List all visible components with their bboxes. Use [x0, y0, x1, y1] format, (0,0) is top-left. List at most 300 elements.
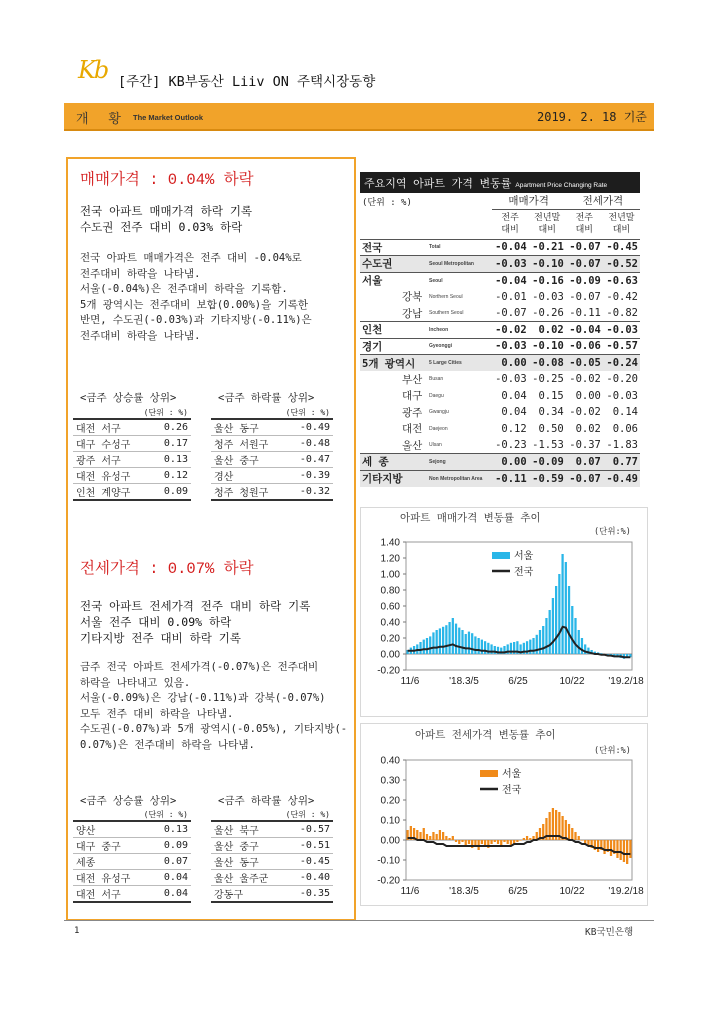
region-name-en: Seoul Metropolitan	[427, 256, 492, 273]
banner-underline	[64, 129, 654, 131]
region-value: 0.00	[575, 389, 601, 402]
table-cell: 울산 북구	[211, 821, 287, 838]
y-tick-label: 0.20	[380, 795, 400, 807]
region-row	[360, 256, 640, 273]
region-table-title-en: Apartment Price Changing Rate	[515, 182, 608, 189]
region-value: -0.03	[495, 373, 527, 386]
bar-mark	[423, 640, 425, 654]
sale-down-title: <금주 하락률 상위>	[218, 392, 315, 404]
region-table-body	[360, 239, 640, 487]
table-cell: -0.49	[287, 419, 333, 436]
jeonse-body-line: 0.07%)은 전주대비 하락을 나타냄.	[80, 738, 255, 751]
sale-body	[80, 251, 312, 344]
table-cell: 0.12	[152, 468, 191, 484]
x-tick-label: 6/25	[508, 676, 528, 687]
region-value: -0.07	[566, 256, 603, 273]
footer-bank-name: KB국민은행	[585, 927, 634, 938]
bar-mark	[426, 638, 428, 654]
jeonse-down-title: <금주 하락률 상위>	[218, 795, 315, 807]
bar-mark	[481, 640, 483, 654]
unit-label: (단위 : %)	[211, 808, 333, 821]
region-value: -0.49	[603, 470, 640, 487]
y-tick-label: 0.00	[380, 649, 400, 661]
y-tick-label: 1.20	[380, 553, 400, 565]
sale-highlights	[80, 203, 252, 235]
region-name: 전국	[360, 239, 427, 256]
region-value: -0.02	[492, 322, 529, 339]
chart2-unit: (단위:%)	[594, 746, 631, 756]
panel-divider	[354, 157, 356, 921]
region-value: 0.50	[538, 422, 564, 435]
table-cell: 0.09	[152, 838, 191, 854]
region-row	[360, 338, 640, 355]
sale-body-line: 전국 아파트 매매가격은 전주 대비 -0.04%로	[80, 252, 302, 264]
table-cell: 0.13	[152, 452, 191, 468]
bar-mark	[497, 840, 499, 844]
bar-mark	[574, 618, 576, 654]
x-tick-label: '18.3/5	[449, 676, 479, 687]
bar-mark	[623, 840, 625, 862]
table-cell: -0.39	[287, 468, 333, 484]
region-name: 인천	[360, 322, 427, 339]
region-row	[360, 421, 640, 438]
bar-mark	[426, 834, 428, 840]
jeonse-up-title: <금주 상승률 상위>	[80, 795, 177, 807]
sale-body-line: 5개 광역시는 전주대비 보합(0.00%)을 기록한	[80, 298, 309, 311]
bar-mark	[558, 574, 560, 654]
region-value: 0.06	[612, 422, 638, 435]
region-name: 경기	[360, 338, 427, 355]
region-name: 광주	[402, 406, 423, 419]
region-value: -0.03	[492, 256, 529, 273]
bar-mark	[597, 840, 599, 852]
region-name-en: Seoul	[427, 272, 492, 289]
legend-label: 서울	[514, 551, 534, 562]
legend-swatch-bar	[492, 552, 510, 559]
bar-mark	[432, 832, 434, 840]
region-value: -0.02	[569, 406, 601, 419]
region-row	[360, 437, 640, 454]
bar-mark	[542, 626, 544, 654]
y-tick-label: 0.00	[380, 835, 400, 847]
y-tick-label: 0.10	[380, 815, 400, 827]
table-cell: 청주 청원구	[211, 484, 287, 501]
y-tick-label: -0.20	[377, 875, 400, 887]
bar-mark	[419, 832, 421, 840]
region-value: -0.04	[492, 272, 529, 289]
region-value: -0.02	[569, 373, 601, 386]
bar-mark	[439, 628, 441, 654]
region-name-en: Gwangju	[428, 409, 449, 416]
bar-mark	[439, 830, 441, 840]
unit-label: (단위 : %)	[73, 406, 191, 419]
region-value: -0.82	[606, 307, 638, 319]
table-cell: 경산	[211, 468, 287, 484]
region-value: -1.53	[532, 439, 564, 451]
unit-label: (단위 : %)	[73, 808, 191, 821]
bar-mark	[442, 832, 444, 840]
bar-mark	[568, 824, 570, 840]
region-row	[360, 388, 640, 405]
region-value: -0.04	[566, 322, 603, 339]
region-value: 0.12	[501, 422, 527, 435]
bar-mark	[419, 642, 421, 654]
legend-label: 전국	[502, 785, 522, 796]
sale-highlight-2: 수도권 전주 대비 0.03% 하락	[80, 220, 243, 234]
table-cell: 대구 중구	[73, 838, 152, 854]
region-value: -0.16	[529, 272, 566, 289]
sale-highlight-1: 전국 아파트 매매가격 하락 기록	[80, 204, 253, 218]
table-cell: 대전 유성구	[73, 870, 152, 886]
table-cell: -0.51	[287, 838, 333, 854]
bar-mark	[610, 840, 612, 856]
region-name-en: Incheon	[427, 322, 492, 339]
table-cell: 대구 수성구	[73, 436, 152, 452]
sale-up-table	[73, 406, 191, 501]
bar-mark	[578, 836, 580, 840]
region-name: 세 종	[360, 454, 427, 471]
region-value: -0.10	[529, 338, 566, 355]
table-cell: 강동구	[211, 886, 287, 903]
region-value: -1.83	[606, 439, 638, 451]
region-name-en: Daejeon	[428, 425, 448, 432]
sale-body-line: 전주대비 하락을 나타냄.	[80, 267, 201, 280]
region-name: 강북	[402, 291, 423, 304]
table-cell: 0.04	[152, 886, 191, 903]
bar-mark	[603, 840, 605, 854]
region-row	[360, 371, 640, 388]
y-tick-label: 0.30	[380, 775, 400, 787]
table-cell: 0.17	[152, 436, 191, 452]
chart1-unit: (단위:%)	[594, 527, 631, 537]
table-cell: 청주 서원구	[211, 436, 287, 452]
col-prev-week: 전주 대비	[501, 213, 519, 235]
region-value: -0.03	[603, 322, 640, 339]
region-name-en: Busan	[428, 376, 444, 383]
bar-mark	[616, 840, 618, 858]
chart1-title: 아파트 매매가격 변동률 추이	[400, 512, 541, 524]
sale-body-line: 반면, 수도권(-0.03%)과 기타지방(-0.11%)은	[80, 314, 312, 326]
region-name: 5개 광역시	[360, 355, 427, 372]
bar-mark	[529, 838, 531, 840]
bar-mark	[484, 641, 486, 654]
bar-mark	[465, 634, 467, 654]
jeonse-body-line: 하락을 나타내고 있음.	[80, 676, 191, 689]
region-name-en: Southern Seoul	[428, 310, 464, 316]
region-value: 0.07	[566, 454, 603, 471]
region-value: -0.03	[532, 290, 564, 303]
region-value: -0.07	[569, 290, 601, 303]
jeonse-body-line: 금주 전국 아파트 전세가격(-0.07%)은 전주대비	[80, 661, 319, 673]
bar-mark	[565, 562, 567, 654]
sale-body-line: 전주대비 하락을 나타냄.	[80, 329, 201, 342]
x-tick-label: 6/25	[508, 886, 528, 897]
region-value: 0.02	[529, 322, 566, 339]
region-name-en: Ulsan	[428, 442, 442, 448]
bar-mark	[571, 606, 573, 654]
bar-mark	[445, 625, 447, 654]
table-cell: 양산	[73, 821, 152, 838]
region-row	[360, 470, 640, 487]
table-cell: -0.47	[287, 452, 333, 468]
bar-mark	[461, 840, 463, 842]
region-value: 0.02	[575, 422, 601, 435]
region-value: -0.63	[603, 272, 640, 289]
region-name-en: Sejong	[427, 454, 492, 471]
jeonse-body-line: 서울(-0.09%)은 강남(-0.11%)과 강북(-0.07%)	[80, 692, 326, 704]
bar-mark	[574, 832, 576, 840]
chart2-title: 아파트 전세가격 변동률 추이	[415, 729, 556, 741]
region-value: -0.09	[566, 272, 603, 289]
table-cell: -0.32	[287, 484, 333, 501]
document-title: [주간] KB부동산 Liiv ON 주택시장동향	[118, 74, 376, 90]
table-cell: -0.57	[287, 821, 333, 838]
bar-mark	[429, 836, 431, 840]
region-value: 0.14	[612, 406, 638, 419]
region-value: -0.08	[529, 355, 566, 372]
bar-mark	[523, 838, 525, 840]
region-value: -0.09	[529, 454, 566, 471]
region-name-en: Daegu	[428, 392, 444, 399]
x-tick-label: '18.3/5	[449, 886, 479, 897]
jeonse-highlights	[80, 598, 310, 646]
region-name: 서울	[360, 272, 427, 289]
region-value: 0.04	[501, 406, 527, 419]
region-value: -0.10	[529, 256, 566, 273]
region-value: 0.00	[492, 355, 529, 372]
bar-mark	[629, 840, 631, 858]
y-tick-label: 0.40	[380, 755, 400, 767]
jeonse-highlight-1: 전국 아파트 전세가격 전주 대비 하락 기록	[80, 599, 311, 613]
header-spacer	[360, 209, 492, 239]
region-value: -0.07	[566, 239, 603, 256]
bar-mark	[507, 840, 509, 844]
sale-up-title: <금주 상승률 상위>	[80, 392, 177, 404]
region-value: -0.11	[492, 470, 529, 487]
x-tick-label: 11/6	[400, 676, 420, 687]
jeonse-title: 전세가격 : 0.07% 하락	[80, 560, 254, 578]
region-row	[360, 239, 640, 256]
region-value: -0.37	[569, 439, 601, 451]
region-name: 울산	[402, 439, 423, 452]
table-cell: 울산 동구	[211, 419, 287, 436]
legend-label: 전국	[514, 567, 534, 578]
bar-mark	[549, 610, 551, 654]
region-value: -0.04	[492, 239, 529, 256]
region-value: -0.03	[492, 338, 529, 355]
region-row	[360, 404, 640, 421]
table-cell: 대전 서구	[73, 886, 152, 903]
col-prev-week: 전주 대비	[575, 213, 593, 235]
region-row	[360, 322, 640, 339]
bar-mark	[581, 638, 583, 654]
jeonse-body	[80, 660, 347, 753]
unit-label: (단위 : %)	[211, 406, 333, 419]
bar-mark	[452, 836, 454, 840]
bar-mark	[571, 828, 573, 840]
region-table-grid	[360, 193, 640, 487]
table-cell: -0.45	[287, 854, 333, 870]
region-value: -0.20	[606, 373, 638, 386]
x-tick-label: 10/22	[559, 886, 585, 897]
bar-mark	[474, 636, 476, 654]
table-cell: 0.04	[152, 870, 191, 886]
kb-logo: Kb	[78, 56, 108, 84]
region-value: -0.05	[566, 355, 603, 372]
region-value: 0.34	[538, 406, 564, 419]
region-name: 부산	[402, 373, 423, 386]
y-tick-label: 0.20	[380, 633, 400, 645]
region-value: -0.23	[495, 439, 527, 451]
group-jeonse-header: 전세가격	[566, 193, 640, 209]
bar-mark	[458, 840, 460, 844]
region-value: -0.07	[566, 470, 603, 487]
bar-mark	[468, 840, 470, 844]
region-value: -0.07	[495, 307, 527, 319]
region-value: 0.00	[492, 454, 529, 471]
bar-mark	[423, 828, 425, 840]
bar-mark	[578, 630, 580, 654]
legend-label: 서울	[502, 769, 522, 780]
region-value: -0.45	[603, 239, 640, 256]
region-name-en: 5 Large Cities	[427, 355, 492, 372]
bar-mark	[503, 840, 505, 842]
table-cell: 울산 중구	[211, 838, 287, 854]
bar-mark	[490, 840, 492, 844]
bar-mark	[555, 586, 557, 654]
region-row	[360, 272, 640, 289]
jeonse-down-table	[211, 808, 333, 903]
table-cell: 대전 유성구	[73, 468, 152, 484]
table-cell: 세종	[73, 854, 152, 870]
jeonse-body-line: 모두 전주 대비 하락을 나타냄.	[80, 707, 234, 720]
region-value: -0.42	[606, 290, 638, 303]
table-cell: 울산 동구	[211, 854, 287, 870]
region-value: -0.25	[532, 373, 564, 386]
y-tick-label: 0.80	[380, 585, 400, 597]
region-value: -0.59	[529, 470, 566, 487]
table-cell: 0.26	[152, 419, 191, 436]
region-row	[360, 454, 640, 471]
bar-mark	[552, 598, 554, 654]
col-prev-year: 전년말 대비	[608, 213, 635, 235]
region-value: -0.03	[606, 389, 638, 402]
y-tick-label: -0.20	[377, 665, 400, 677]
table-cell: -0.48	[287, 436, 333, 452]
y-tick-label: 1.40	[380, 537, 400, 549]
region-table-header	[360, 172, 640, 193]
table-cell: 광주 서구	[73, 452, 152, 468]
bar-mark	[526, 836, 528, 840]
bar-mark	[436, 834, 438, 840]
region-unit: (단위 : %)	[362, 197, 412, 208]
legend-swatch-bar	[480, 770, 498, 777]
region-table-title: 주요지역 아파트 가격 변동률	[364, 177, 512, 190]
sale-down-table	[211, 406, 333, 501]
report-date: 2019. 2. 18 기준	[537, 110, 647, 124]
bar-mark	[545, 618, 547, 654]
region-row	[360, 355, 640, 372]
jeonse-body-line: 수도권(-0.07%)과 5개 광역시(-0.05%), 기타지방(-	[80, 723, 348, 735]
bar-mark	[429, 636, 431, 654]
table-cell: 대전 서구	[73, 419, 152, 436]
bar-mark	[448, 838, 450, 840]
region-name-en: Northern Seoul	[428, 293, 463, 300]
region-name-en: Gyeonggi	[427, 338, 492, 355]
bar-mark	[516, 840, 518, 842]
y-tick-label: 0.60	[380, 601, 400, 613]
bar-mark	[455, 624, 457, 654]
region-value: -0.06	[566, 338, 603, 355]
region-value: -0.52	[603, 256, 640, 273]
region-value: -0.57	[603, 338, 640, 355]
page-number: 1	[74, 926, 80, 936]
jeonse-trend-chart	[360, 748, 648, 906]
jeonse-highlight-2: 서울 전주 대비 0.09% 하락	[80, 615, 232, 629]
region-name: 대전	[402, 423, 423, 436]
bar-mark	[432, 632, 434, 654]
table-cell: 울산 중구	[211, 452, 287, 468]
region-name: 대구	[402, 390, 423, 403]
bar-mark	[458, 628, 460, 654]
bar-mark	[436, 630, 438, 654]
region-value: 0.77	[603, 454, 640, 471]
x-tick-label: '19.2/18	[608, 886, 644, 897]
bar-mark	[481, 840, 483, 844]
region-value: -0.24	[603, 355, 640, 372]
jeonse-highlight-3: 기타지방 전주 대비 하락 기록	[80, 631, 242, 645]
bar-mark	[581, 840, 583, 841]
bar-mark	[561, 554, 563, 654]
table-cell: 0.09	[152, 484, 191, 501]
table-cell: -0.35	[287, 886, 333, 903]
region-row	[360, 289, 640, 306]
region-value: -0.26	[532, 307, 564, 319]
table-cell: 0.07	[152, 854, 191, 870]
table-cell: 울산 울주군	[211, 870, 287, 886]
bar-mark	[519, 840, 521, 841]
region-value: -0.21	[529, 239, 566, 256]
bar-mark	[471, 633, 473, 654]
y-tick-label: -0.10	[377, 855, 400, 867]
bar-mark	[445, 836, 447, 840]
bar-mark	[626, 840, 628, 864]
section-label: 개 황	[76, 112, 127, 127]
section-subtitle: The Market Outlook	[133, 113, 204, 122]
y-tick-label: 1.00	[380, 569, 400, 581]
bar-mark	[494, 840, 496, 842]
region-value: -0.11	[569, 307, 601, 319]
region-value: 0.04	[501, 389, 527, 402]
bar-mark	[448, 622, 450, 654]
bar-mark	[461, 630, 463, 654]
table-cell: 0.13	[152, 821, 191, 838]
x-tick-label: 10/22	[559, 676, 585, 687]
region-name-en: Non Metropolitan Area	[427, 470, 492, 487]
region-value: -0.01	[495, 290, 527, 303]
region-name: 수도권	[360, 256, 427, 273]
bar-mark	[568, 586, 570, 654]
group-sale-header: 매매가격	[492, 193, 566, 209]
bar-mark	[452, 618, 454, 654]
region-row	[360, 305, 640, 322]
sale-title: 매매가격 : 0.04% 하락	[80, 171, 254, 189]
footer-divider	[64, 920, 654, 921]
table-cell: -0.40	[287, 870, 333, 886]
region-name: 기타지방	[360, 470, 427, 487]
bar-mark	[468, 632, 470, 654]
region-value: 0.15	[538, 389, 564, 402]
